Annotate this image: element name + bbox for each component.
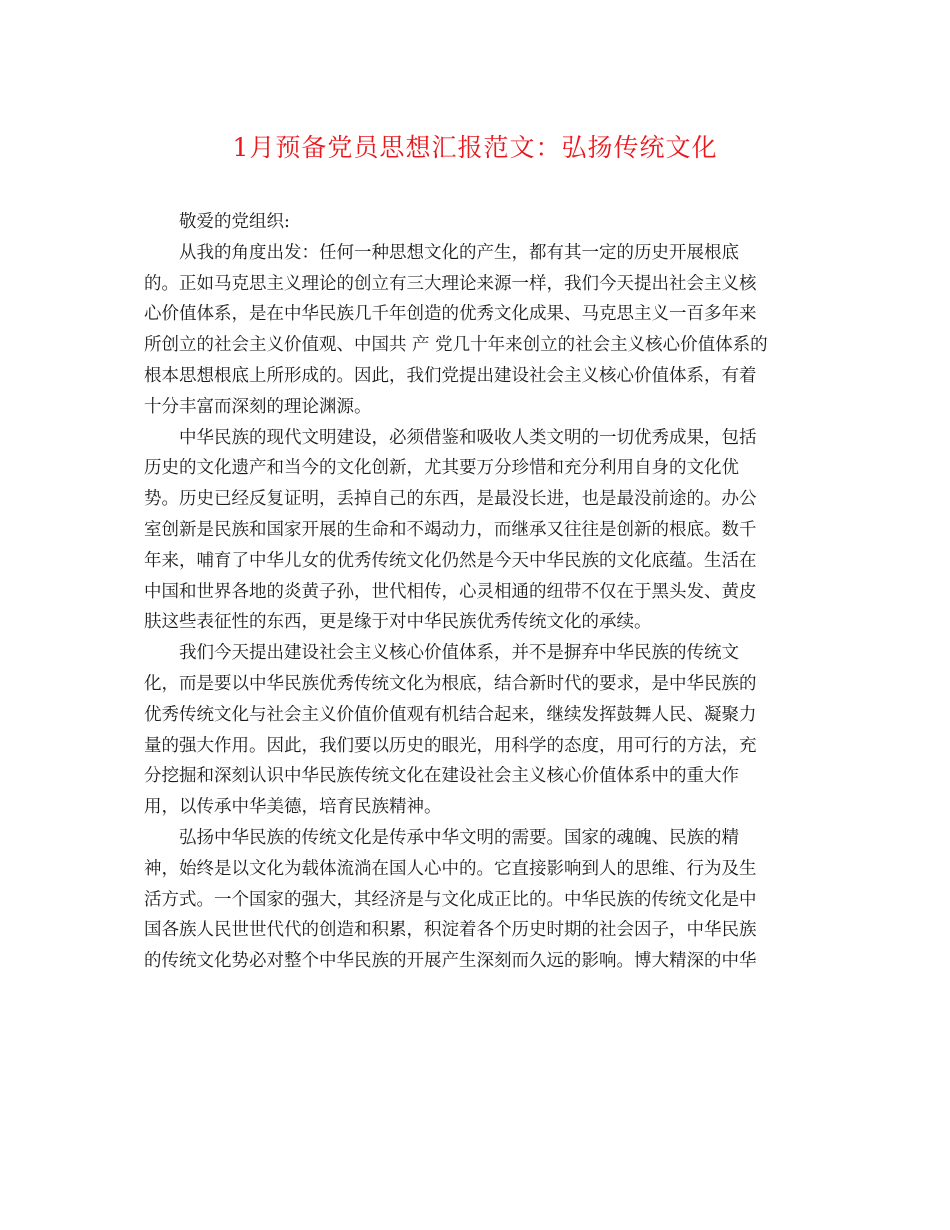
text-line: 从我的角度出发：任何一种思想文化的产生，都有其一定的历史开展根底 — [179, 242, 739, 263]
text-line: 用，以传承中华美德，培育民族精神。 — [144, 797, 442, 818]
text-line: 的传统文化势必对整个中华民族的开展产生深刻而久远的影响。博大精深的中华 — [144, 951, 757, 972]
text-line: 活方式。一个国家的强大，其经济是与文化成正比的。中华民族的传统文化是中 — [144, 889, 757, 910]
text-line: 肤这些表征性的东西，更是缘于对中华民族优秀传统文化的承续。 — [144, 612, 652, 633]
text-line: 十分丰富而深刻的理论渊源。 — [144, 396, 372, 417]
text-line: 中华民族的现代文明建设，必须借鉴和吸收人类文明的一切优秀成果，包括 — [179, 427, 757, 448]
text-line: 优秀传统文化与社会主义价值价值观有机结合起来，继续发挥鼓舞人民、凝聚力 — [144, 704, 757, 725]
document-body — [144, 207, 806, 977]
text-line: 我们今天提出建设社会主义核心价值体系，并不是摒弃中华民族的传统文 — [179, 643, 739, 664]
text-line: 势。历史已经反复证明，丢掉自己的东西，是最没长进，也是最没前途的。办公 — [144, 489, 757, 510]
text-line: 年来，哺育了中华儿女的优秀传统文化仍然是今天中华民族的文化底蕴。生活在 — [144, 550, 757, 571]
text-line: 中国和世界各地的炎黄子孙，世代相传，心灵相通的纽带不仅在于黑头发、黄皮 — [144, 581, 757, 602]
text-line: 化，而是要以中华民族优秀传统文化为根底，结合新时代的要求，是中华民族的 — [144, 673, 757, 694]
text-line: 历史的文化遗产和当今的文化创新，尤其要万分珍惜和充分利用自身的文化优 — [144, 458, 739, 479]
text-line: 心价值体系，是在中华民族几千年创造的优秀文化成果、马克思主义一百多年来 — [144, 304, 757, 325]
text-line: 弘扬中华民族的传统文化是传承中华文明的需要。国家的魂魄、民族的精 — [179, 827, 739, 848]
text-line: 的。正如马克思主义理论的创立有三大理论来源一样，我们今天提出社会主义核 — [144, 273, 757, 294]
text-line: 分挖掘和深刻认识中华民族传统文化在建设社会主义核心价值体系中的重大作 — [144, 766, 739, 787]
text-line: 神，始终是以文化为载体流淌在国人心中的。它直接影响到人的思维、行为及生 — [144, 858, 757, 879]
document-title: 1月预备党员思想汇报范文：弘扬传统文化 — [232, 133, 718, 162]
text-line: 量的强大作用。因此，我们要以历史的眼光，用科学的态度，用可行的方法，充 — [144, 735, 757, 756]
text-line: 根本思想根底上所形成的。因此，我们党提出建设社会主义核心价值体系，有着 — [144, 365, 757, 386]
text-line: 室创新是民族和国家开展的生命和不竭动力，而继承又往往是创新的根底。数千 — [144, 519, 757, 540]
text-line: 敬爱的党组织: — [179, 212, 290, 232]
text-line: 国各族人民世世代代的创造和积累，积淀着各个历史时期的社会因子，中华民族 — [144, 920, 757, 941]
text-line: 所创立的社会主义价值观、中国共 产 党几十年来创立的社会主义核心价值体系的 — [144, 335, 768, 356]
